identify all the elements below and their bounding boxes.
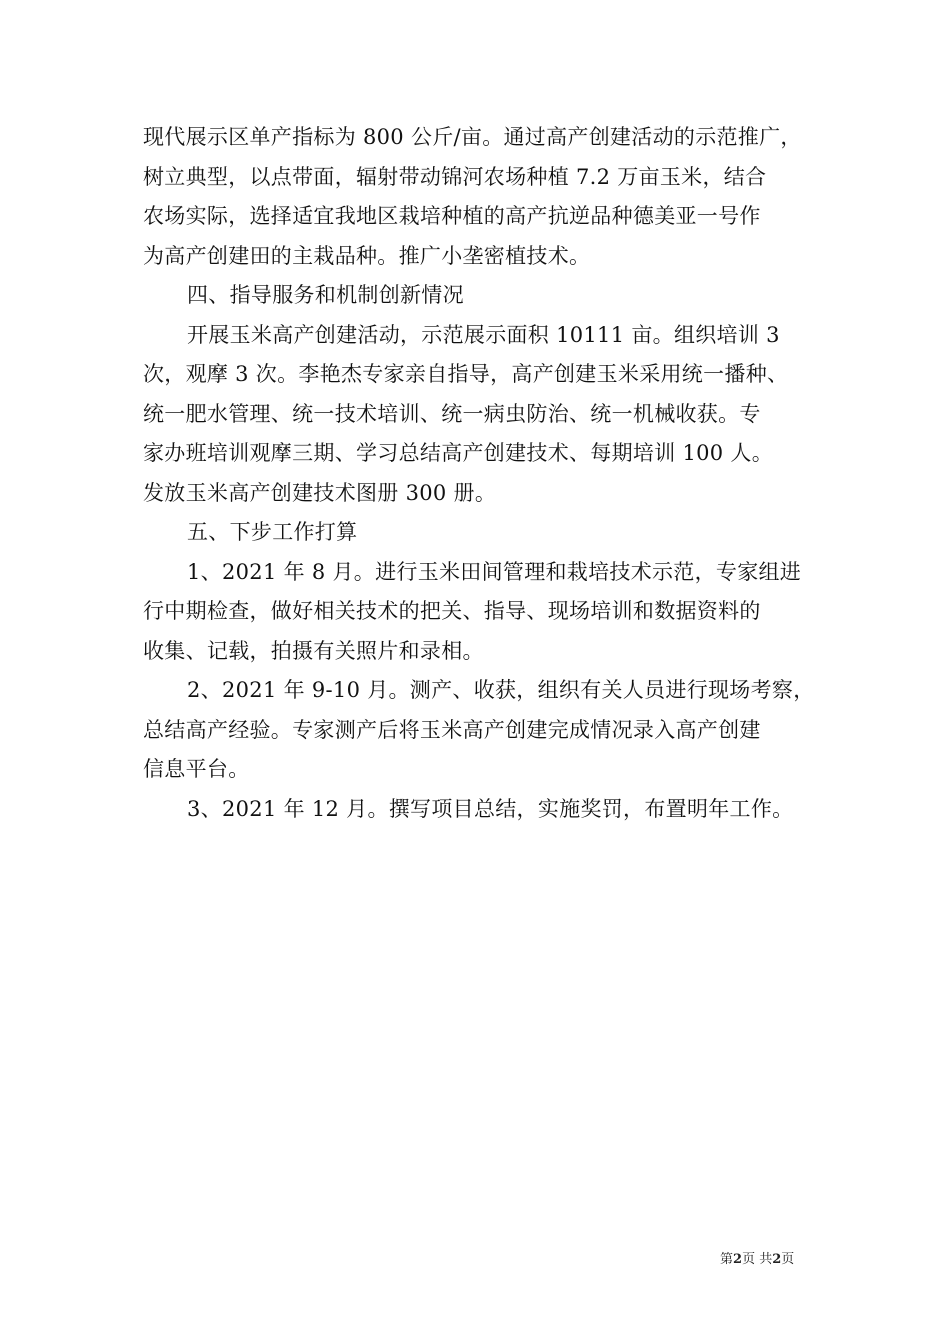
text-line: 开展玉米高产创建活动，示范展示面积 10111 亩。组织培训 3 (187, 322, 780, 347)
text-line: 1、2021 年 8 月。进行玉米田间管理和栽培技术示范，专家组进 (187, 559, 802, 584)
text-line: 行中期检查，做好相关技术的把关、指导、现场培训和数据资料的 (143, 599, 761, 623)
text-line: 为高产创建田的主栽品种。推广小垄密植技术。 (143, 243, 591, 268)
footer-middle: 页 共 (742, 1252, 773, 1267)
text-line: 发放玉米高产创建技术图册 300 册。 (143, 480, 497, 505)
text-line: 现代展示区单产指标为 800 公斤/亩。通过高产创建活动的示范推广， (143, 125, 802, 149)
paragraph-step-2 (143, 671, 815, 790)
text-line: 农场实际，选择适宜我地区栽培种植的高产抗逆品种德美亚一号作 (143, 204, 761, 228)
paragraph-step-3 (143, 790, 815, 830)
text-line: 2、2021 年 9-10 月。测产、收获，组织有关人员进行现场考察， (187, 678, 815, 702)
footer-prefix: 第 (720, 1252, 734, 1267)
footer-suffix: 页 (781, 1252, 795, 1267)
paragraph-guidance (143, 316, 815, 514)
text-line: 总结高产经验。专家测产后将玉米高产创建完成情况录入高产创建 (143, 717, 761, 742)
text-line: 树立典型，以点带面，辐射带动锦河农场种植 7.2 万亩玉米，结合 (143, 164, 767, 189)
section-heading-guidance (143, 276, 815, 316)
paragraph-step-1 (143, 553, 815, 672)
heading-text: 五、下步工作打算 (187, 520, 358, 544)
paragraph-yield-target (143, 118, 815, 276)
text-line: 3、2021 年 12 月。撰写项目总结，实施奖罚，布置明年工作。 (187, 796, 794, 821)
total-page-number: 2 (772, 1252, 782, 1267)
text-line: 次，观摩 3 次。李艳杰专家亲自指导，高产创建玉米采用统一播种、 (143, 362, 789, 386)
text-line: 家办班培训观摩三期、学习总结高产创建技术、每期培训 100 人。 (143, 441, 774, 465)
text-line: 收集、记载，拍摄有关照片和录相。 (143, 638, 484, 663)
page-number-footer (720, 1248, 794, 1267)
heading-text: 四、指导服务和机制创新情况 (187, 283, 464, 307)
text-line: 统一肥水管理、统一技术培训、统一病虫防治、统一机械收获。专 (143, 401, 761, 426)
section-heading-next-steps (143, 513, 815, 553)
document-body (143, 118, 815, 829)
text-line: 信息平台。 (143, 757, 250, 781)
current-page-number: 2 (733, 1252, 743, 1267)
